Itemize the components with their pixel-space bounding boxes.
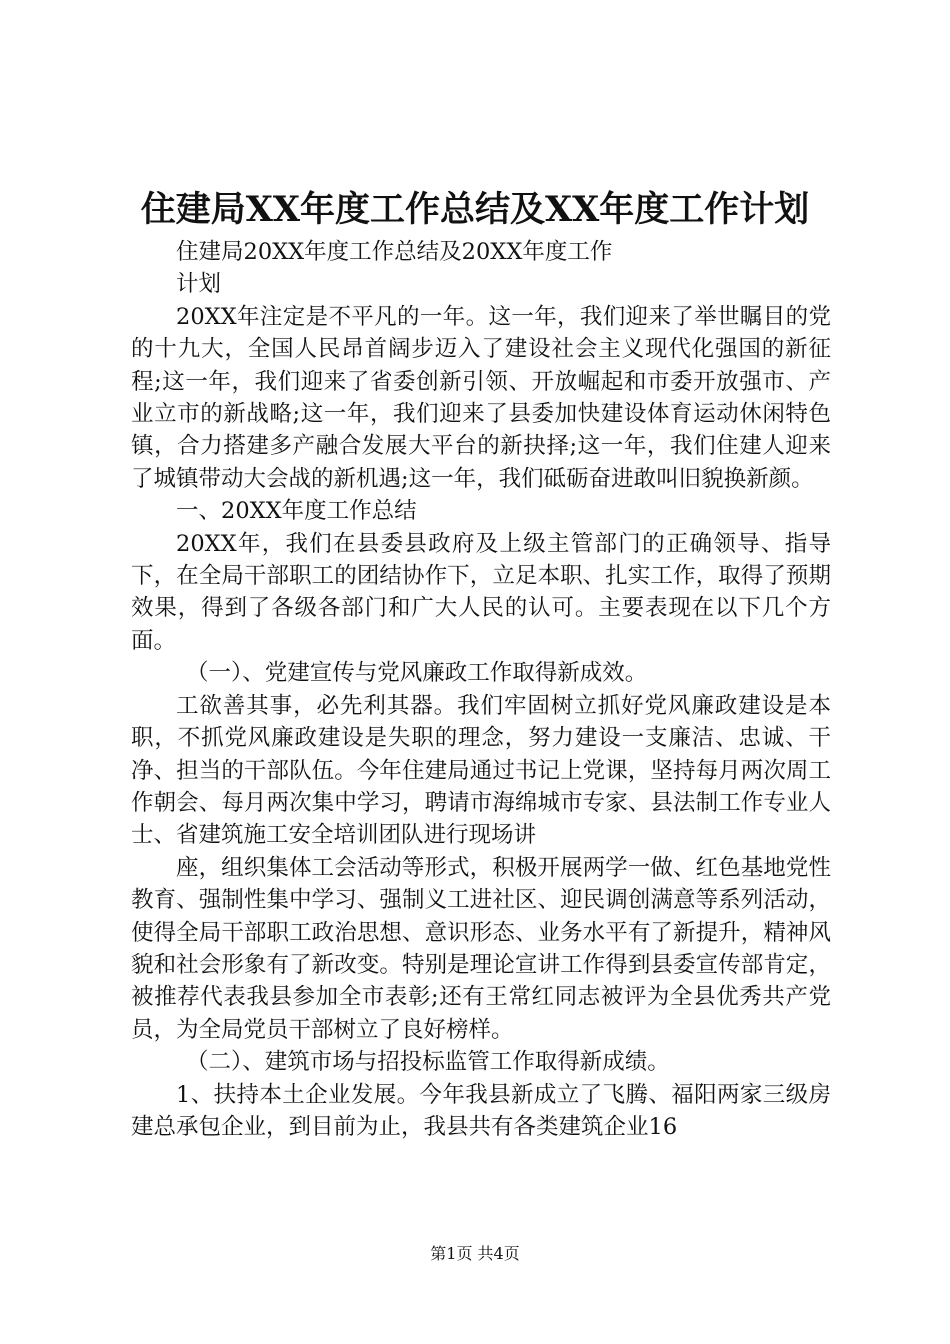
paragraph-summary: 20XX年，我们在县委县政府及上级主管部门的正确领导、指导下，在全局干部职工的团结协作下，立足本职、扎实工作，取得了预期效果，得到了各级各部门和广大人民的认可。主要表现在以下几个方面。 [131, 530, 831, 654]
subtitle-line-2: 计划 [176, 271, 222, 298]
document-title: 住建局XX年度工作总结及XX年度工作计划 [140, 189, 810, 230]
document-body [131, 236, 831, 1143]
subsection-heading-2: （二）、建筑市场与招投标监管工作取得新成绩。 [186, 1049, 670, 1076]
paragraph-enterprise: 1、扶持本土企业发展。今年我县新成立了飞腾、福阳两家三级房建总承包企业，到目前为止，我县共有各类建筑企业16 [131, 1081, 831, 1140]
paragraph-party-building-2: 座，组织集体工会活动等形式，积极开展两学一做、红色基地党性教育、强制性集中学习、强制义工进社区、迎民调创满意等系列活动，使得全局干部职工政治思想、意识形态、业务水平有了新提升，精神风貌和社会形象有了新改变。特别是理论宣讲工作得到县委宣传部肯定，被推荐代表我县参加全市表彰;还有王常红同志被评为全县优秀共产党员，为全局党员干部树立了良好榜样。 [131, 854, 831, 1043]
subtitle-line-1: 住建局20XX年度工作总结及20XX年度工作 [176, 239, 613, 265]
page-footer: 第1页 共4页 [430, 1244, 520, 1263]
paragraph-party-building-1: 工欲善其事，必先利其器。我们牢固树立抓好党风廉政建设是本职，不抓党风廉政建设是失职的理念，努力建设一支廉洁、忠诚、干净、担当的干部队伍。今年住建局通过书记上党课，坚持每月两次周工作朝会、每月两次集中学习，聘请市海绵城市专家、县法制工作专业人士、省建筑施工安全培训团队进行现场讲 [131, 692, 831, 849]
subsection-heading-1: （一）、党建宣传与党风廉政工作取得新成效。 [186, 660, 648, 687]
section-heading-1: 一、20XX年度工作总结 [176, 498, 417, 525]
paragraph-intro: 20XX年注定是不平凡的一年。这一年，我们迎来了举世瞩目的党的十九大，全国人民昂首阔步迈入了建设社会主义现代化强国的新征程;这一年，我们迎来了省委创新引领、开放崛起和市委开放强市、产业立市的新战略;这一年，我们迎来了县委加快建设体育运动休闲特色镇，合力搭建多产融合发展大平台的新抉择;这一年，我们住建人迎来了城镇带动大会战的新机遇;这一年，我们砥砺奋进敢叫旧貌换新颜。 [131, 303, 831, 492]
